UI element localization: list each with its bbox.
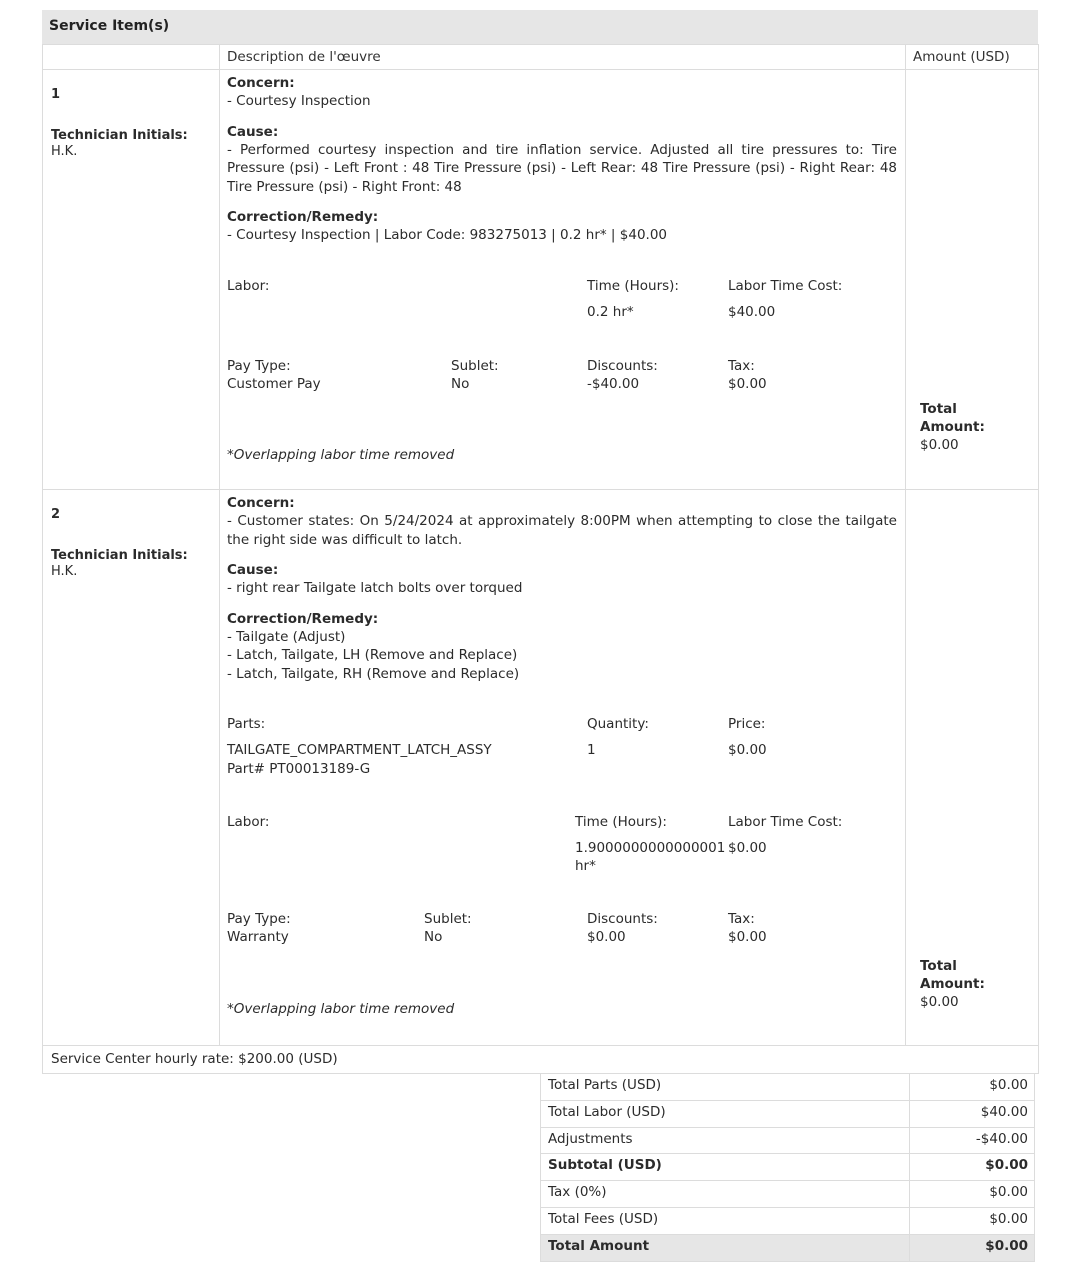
item-2-time-value-1: 1.9000000000000001 — [575, 840, 726, 856]
tax-label: Tax (0%) — [541, 1181, 910, 1208]
totals-row-fees — [541, 1207, 1035, 1234]
item-1-discounts-label: Discounts: — [587, 357, 658, 374]
item-1-overlap-note: *Overlapping labor time removed — [227, 446, 455, 463]
item-1-total-value: $0.00 — [920, 437, 959, 453]
item-1-total-label-2: Amount: — [920, 419, 985, 435]
item-2-time-value-2: hr* — [575, 858, 596, 874]
item-2-paytype-label: Pay Type: — [227, 911, 291, 927]
item-1-amount — [906, 70, 1039, 490]
item-1-number: 1 — [51, 87, 61, 102]
item-1-tax-value: $0.00 — [728, 375, 767, 392]
item-2-description — [220, 490, 906, 1046]
item-1-paytype-label: Pay Type: — [227, 357, 291, 374]
item-1-time-label: Time (Hours): — [587, 277, 679, 294]
item-2-discounts-label: Discounts: — [587, 911, 658, 927]
totals-table — [540, 1073, 1035, 1262]
item-2-total-value: $0.00 — [920, 994, 959, 1010]
item-1-tax-label: Tax: — [728, 357, 755, 374]
item-2-price-label: Price: — [728, 716, 766, 732]
item-2-concern-text: - Customer states: On 5/24/2024 at approximately 8:00PM when attempting to close the tailgate the right side was difficult to latch. — [227, 513, 897, 548]
item-1-fields — [227, 257, 897, 467]
item-2-concern-label: Concern: — [227, 495, 295, 511]
subtotal-value: $0.00 — [910, 1154, 1035, 1181]
total-parts-label: Total Parts (USD) — [541, 1074, 910, 1101]
totals-row-subtotal — [541, 1154, 1035, 1181]
item-1-cost-value: $40.00 — [728, 303, 776, 320]
item-1-discounts-value: -$40.00 — [587, 375, 640, 392]
total-parts-value: $0.00 — [910, 1074, 1035, 1101]
item-1-sublet-value: No — [451, 375, 470, 392]
column-header-row — [43, 45, 1039, 70]
item-2-time-label: Time (Hours): — [575, 814, 667, 830]
item-2-meta — [43, 490, 220, 1046]
totals-row-adjustments — [541, 1127, 1035, 1154]
total-fees-label: Total Fees (USD) — [541, 1207, 910, 1234]
item-2-tax-value: $0.00 — [728, 929, 767, 945]
item-2-correction-line-1: - Tailgate (Adjust) — [227, 628, 346, 645]
total-labor-label: Total Labor (USD) — [541, 1100, 910, 1127]
hourly-rate: Service Center hourly rate: $200.00 (USD) — [43, 1046, 1039, 1074]
totals-row-grand-total — [541, 1234, 1035, 1261]
adjustments-value: -$40.00 — [910, 1127, 1035, 1154]
item-2-qty-value: 1 — [587, 742, 596, 758]
column-header-amount: Amount (USD) — [906, 45, 1039, 70]
totals-row-parts — [541, 1074, 1035, 1101]
item-1-total-label-1: Total — [920, 401, 957, 417]
item-1-concern-label: Concern: — [227, 75, 295, 91]
item-2-tech-initials: H.K. — [51, 564, 78, 579]
item-1-cause-text: - Performed courtesy inspection and tire inflation service. Adjusted all tire pressures to: Tire Pressure (psi) - Left Front : 48 Tire Pressure (psi) - Left Rear: 48 Tire Pressure (psi) - Right Rear: 48 Tire Pressure (psi) - Right Front: 48 — [227, 141, 897, 195]
item-2-fields — [227, 695, 897, 1025]
item-1-concern-text: - Courtesy Inspection — [227, 93, 371, 109]
item-2-overlap-note: *Overlapping labor time removed — [227, 1001, 455, 1017]
subtotal-label: Subtotal (USD) — [541, 1154, 910, 1181]
item-1-sublet-label: Sublet: — [451, 357, 499, 374]
item-2-amount — [906, 490, 1039, 1046]
item-1-time-value: 0.2 hr* — [587, 303, 634, 320]
adjustments-label: Adjustments — [541, 1127, 910, 1154]
item-1-cost-label: Labor Time Cost: — [728, 277, 843, 294]
item-2-qty-label: Quantity: — [587, 716, 649, 732]
section-title: Service Item(s) — [42, 10, 1038, 44]
item-1-correction-label: Correction/Remedy: — [227, 209, 379, 225]
item-2-price-value: $0.00 — [728, 742, 767, 758]
item-2-paytype-value: Warranty — [227, 929, 289, 945]
totals-row-tax — [541, 1181, 1035, 1208]
item-2-correction-label: Correction/Remedy: — [227, 610, 379, 627]
item-1-description — [220, 70, 906, 490]
total-fees-value: $0.00 — [910, 1207, 1035, 1234]
grand-total-value: $0.00 — [910, 1234, 1035, 1261]
item-2-cost-label: Labor Time Cost: — [728, 814, 843, 830]
item-2-total-label-2: Amount: — [920, 976, 985, 992]
item-2-total — [920, 957, 985, 1011]
totals-row-labor — [541, 1100, 1035, 1127]
grand-total-label: Total Amount — [541, 1234, 910, 1261]
item-2-sublet-label: Sublet: — [424, 911, 472, 927]
item-1-tech-label: Technician Initials: — [51, 128, 188, 143]
item-2-cost-value: $0.00 — [728, 840, 767, 856]
item-2-sublet-value: No — [424, 929, 443, 945]
item-2-cause-text: - right rear Tailgate latch bolts over torqued — [227, 580, 523, 596]
item-2-total-label-1: Total — [920, 958, 957, 974]
item-2-discounts-value: $0.00 — [587, 929, 626, 945]
tax-value: $0.00 — [910, 1181, 1035, 1208]
item-2-part-number: Part# PT00013189-G — [227, 761, 371, 777]
item-1-paytype-value: Customer Pay — [227, 375, 321, 392]
item-2-part-name: TAILGATE_COMPARTMENT_LATCH_ASSY — [227, 742, 492, 758]
service-items-table — [42, 44, 1039, 1074]
item-1-labor-label: Labor: — [227, 277, 270, 294]
service-item-1 — [43, 70, 1039, 490]
item-1-cause-label: Cause: — [227, 123, 279, 140]
item-2-labor-label: Labor: — [227, 814, 270, 830]
item-2-correction-line-2: - Latch, Tailgate, LH (Remove and Replace) — [227, 647, 518, 663]
column-header-blank — [43, 45, 220, 70]
item-1-tech-initials: H.K. — [51, 144, 78, 159]
item-2-parts-label: Parts: — [227, 716, 266, 732]
item-2-tax-label: Tax: — [728, 911, 755, 927]
item-2-correction-line-3: - Latch, Tailgate, RH (Remove and Replace) — [227, 665, 520, 682]
hourly-rate-row — [43, 1046, 1039, 1074]
item-1-meta — [43, 70, 220, 490]
item-1-correction-text: - Courtesy Inspection | Labor Code: 983275013 | 0.2 hr* | $40.00 — [227, 227, 668, 243]
item-2-cause-label: Cause: — [227, 562, 279, 578]
column-header-description: Description de l'œuvre — [220, 45, 906, 70]
service-item-2 — [43, 490, 1039, 1046]
item-2-number: 2 — [51, 507, 61, 522]
total-labor-value: $40.00 — [910, 1100, 1035, 1127]
item-1-total — [920, 400, 985, 454]
item-2-tech-label: Technician Initials: — [51, 548, 188, 563]
